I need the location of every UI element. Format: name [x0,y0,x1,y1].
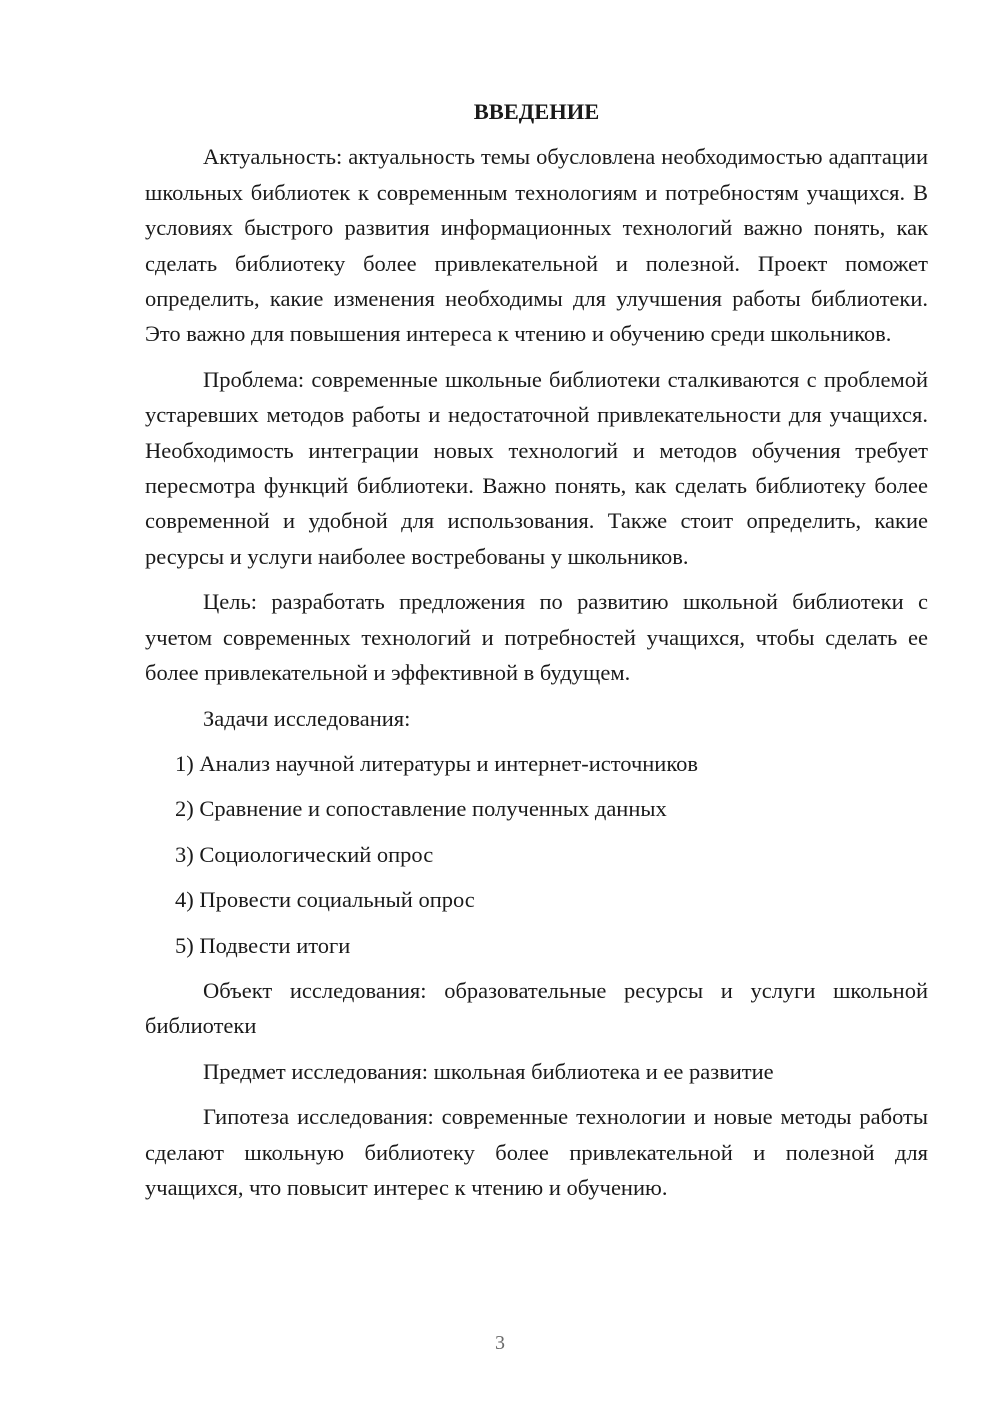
relevance-paragraph: Актуальность: актуальность темы обусловлена необходимостью адаптации школьных библиотек к современным технологиям и потребностям учащихся. В условиях быстрого развития информационных технологий важно понять, как сделать библиотеку более привлекательной и полезной. Проект поможет определить, какие изменения необходимы для улучшения работы библиотеки. Это важно для повышения интереса к чтению и обучению среди школьников. [145,144,928,347]
page-title: ВВЕДЕНИЕ [473,99,600,124]
task-item: 4) Провести социальный опрос [175,887,475,913]
page-content [145,94,928,1215]
tasks-heading: Задачи исследования: [203,705,411,731]
page-number: 3 [495,1332,505,1354]
hypothesis-paragraph: Гипотеза исследования: современные технологии и новые методы работы сделают школьную библиотеку более привлекательной и полезной для учащихся, что повысит интерес к чтению и обучению. [145,1104,928,1200]
task-item: 5) Подвести итоги [175,932,351,958]
subject-paragraph: Предмет исследования: школьная библиотека и ее развитие [203,1058,774,1084]
problem-paragraph: Проблема: современные школьные библиотеки сталкиваются с проблемой устаревших методов работы и недостаточной привлекательности для учащихся. Необходимость интеграции новых технологий и методов обучения требует пересмотра функций библиотеки. Важно понять, как сделать библиотеку более современной и удобной для использования. Также стоит определить, какие ресурсы и услуги наиболее востребованы у школьников. [145,366,928,569]
tasks-list [145,746,928,963]
task-item: 2) Сравнение и сопоставление полученных данных [175,796,667,822]
task-item: 1) Анализ научной литературы и интернет-источников [175,750,699,776]
task-item: 3) Социологический опрос [175,841,434,867]
goal-paragraph: Цель: разработать предложения по развитию школьной библиотеки с учетом современных технологий и потребностей учащихся, чтобы сделать ее более привлекательной и эффективной в будущем. [145,589,928,686]
object-paragraph: Объект исследования: образовательные ресурсы и услуги школьной библиотеки [145,977,928,1039]
